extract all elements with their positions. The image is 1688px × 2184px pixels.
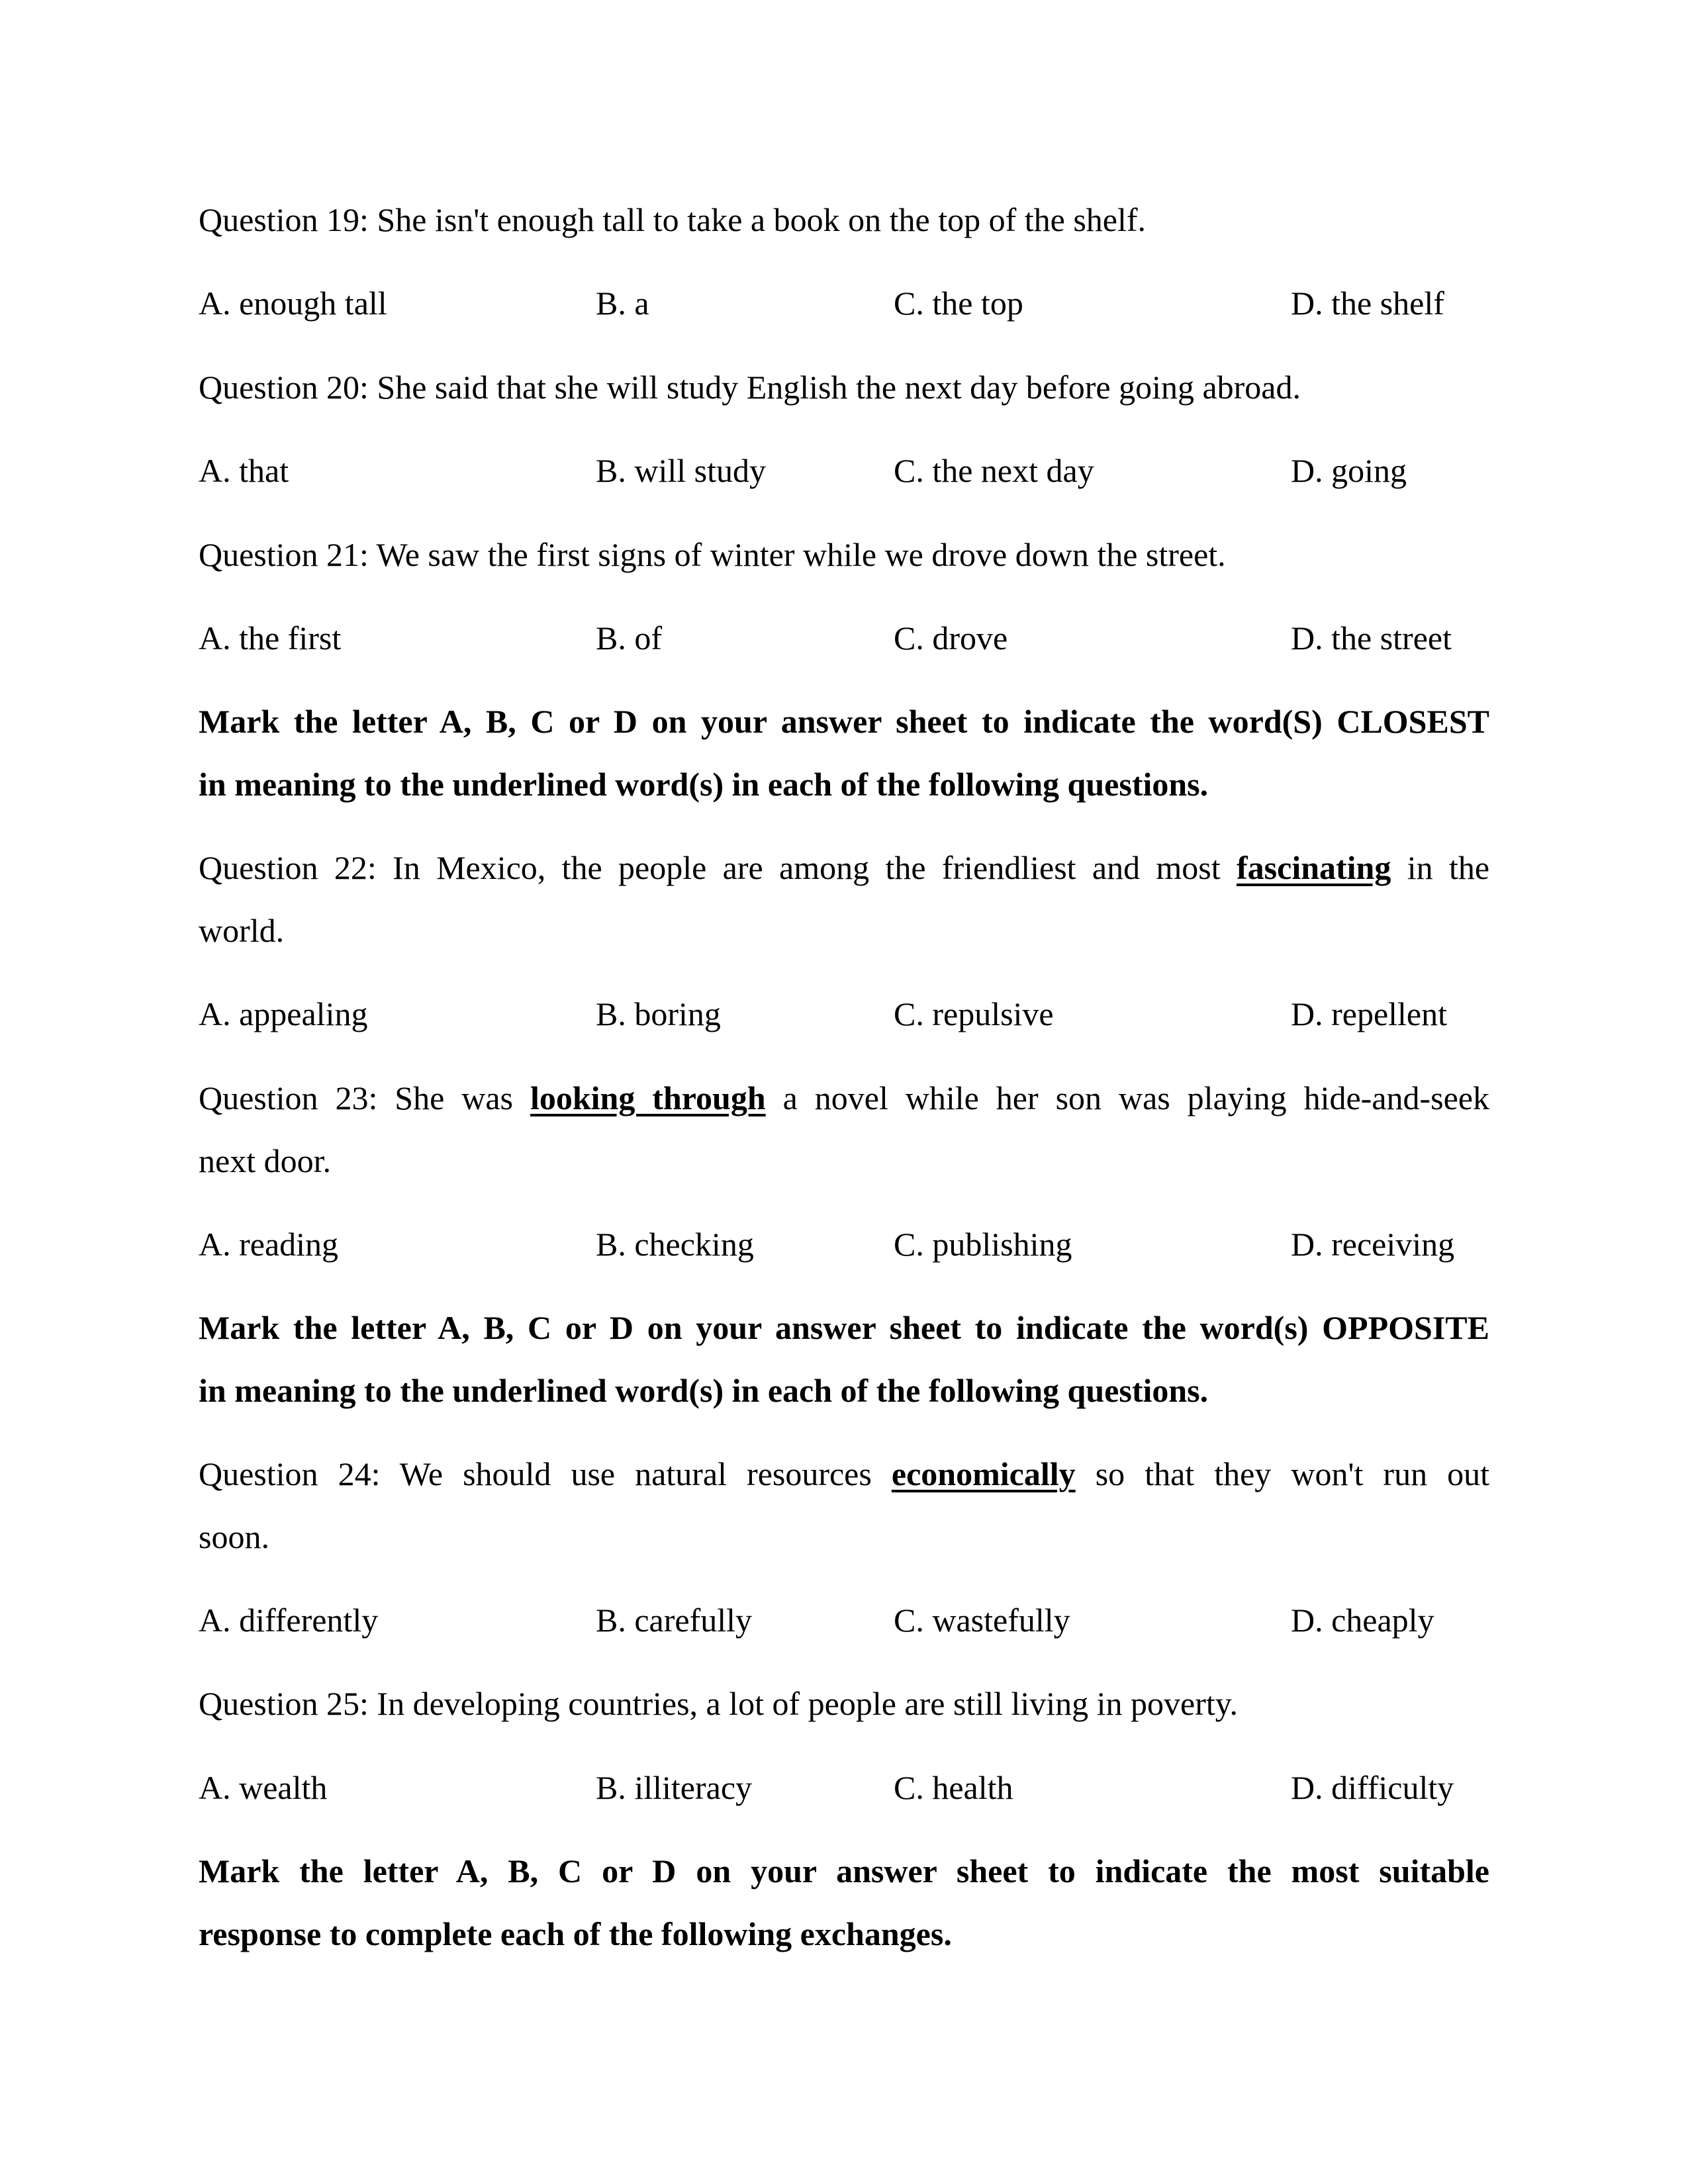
question-19-option-c: C. the top (894, 285, 1023, 322)
question-23-option-c: C. publishing (894, 1226, 1072, 1263)
question-22-option-b: B. boring (596, 995, 721, 1032)
question-24-option-d: D. cheaply (1291, 1602, 1434, 1639)
question-23-stem-line2: next door. (199, 1142, 331, 1179)
question-19-option-a: A. enough tall (199, 285, 387, 322)
question-25-option-b: B. illiteracy (596, 1769, 753, 1806)
question-22-stem-after: in the (1407, 849, 1490, 886)
question-23-stem-before: Question 23: She was (199, 1079, 514, 1116)
question-22-underlined-word: fascinating (1237, 849, 1391, 886)
question-21-option-b: B. of (596, 619, 662, 657)
question-22-stem-line1 (199, 848, 1489, 887)
section-response-instruction-line1: Mark the letter A, B, C or D on your answer sheet to indicate the most suitable (199, 1852, 1489, 1889)
question-25-option-d: D. difficulty (1291, 1769, 1454, 1806)
question-25-option-c: C. health (894, 1769, 1013, 1806)
question-23-underlined-phrase: looking through (530, 1079, 766, 1116)
question-24-option-b: B. carefully (596, 1602, 753, 1639)
question-19-stem: Question 19: She isn't enough tall to take a book on the top of the shelf. (199, 201, 1147, 238)
question-23-stem-after: a novel while her son was playing hide-and-seek (782, 1079, 1490, 1116)
question-19-option-b: B. a (596, 285, 649, 322)
question-22-option-a: A. appealing (199, 995, 368, 1032)
question-22-option-c: C. repulsive (894, 995, 1054, 1032)
section-opposite-instruction-line1: Mark the letter A, B, C or D on your answer sheet to indicate the word(s) OPPOSITE (199, 1309, 1489, 1346)
question-24-option-c: C. wastefully (894, 1602, 1070, 1639)
question-24-stem-line1 (199, 1454, 1489, 1494)
question-25-stem: Question 25: In developing countries, a lot of people are still living in poverty. (199, 1685, 1239, 1722)
question-20-option-a: A. that (199, 452, 289, 489)
question-24-option-a: A. differently (199, 1602, 379, 1639)
question-25-option-a: A. wealth (199, 1769, 328, 1806)
question-24-stem-before: Question 24: We should use natural resources (199, 1455, 872, 1492)
question-24-stem-after: so that they won't run out (1095, 1455, 1490, 1492)
section-response-instruction-line2: response to complete each of the following exchanges. (199, 1915, 952, 1952)
question-23-option-a: A. reading (199, 1226, 339, 1263)
question-21-option-c: C. drove (894, 619, 1008, 657)
question-20-stem: Question 20: She said that she will study English the next day before going abroad. (199, 369, 1301, 406)
question-22-stem-before: Question 22: In Mexico, the people are among the friendliest and most (199, 849, 1221, 886)
question-20-option-b: B. will study (596, 452, 766, 489)
question-24-stem-line2: soon. (199, 1518, 269, 1555)
question-22-option-d: D. repellent (1291, 995, 1448, 1032)
section-closest-instruction-line1: Mark the letter A, B, C or D on your answer sheet to indicate the word(S) CLOSEST (199, 703, 1489, 740)
question-22-stem-line2: world. (199, 912, 285, 949)
question-19-option-d: D. the shelf (1291, 285, 1444, 322)
question-21-stem: Question 21: We saw the first signs of winter while we drove down the street. (199, 536, 1226, 573)
question-20-option-c: C. the next day (894, 452, 1094, 489)
section-opposite-instruction-line2: in meaning to the underlined word(s) in each of the following questions. (199, 1372, 1209, 1409)
section-closest-instruction-line2: in meaning to the underlined word(s) in each of the following questions. (199, 766, 1209, 803)
question-21-option-d: D. the street (1291, 619, 1452, 657)
question-23-option-b: B. checking (596, 1226, 754, 1263)
question-23-option-d: D. receiving (1291, 1226, 1455, 1263)
question-24-underlined-word: economically (891, 1455, 1076, 1492)
question-20-option-d: D. going (1291, 452, 1407, 489)
question-23-stem-line1 (199, 1078, 1489, 1118)
question-21-option-a: A. the first (199, 619, 342, 657)
